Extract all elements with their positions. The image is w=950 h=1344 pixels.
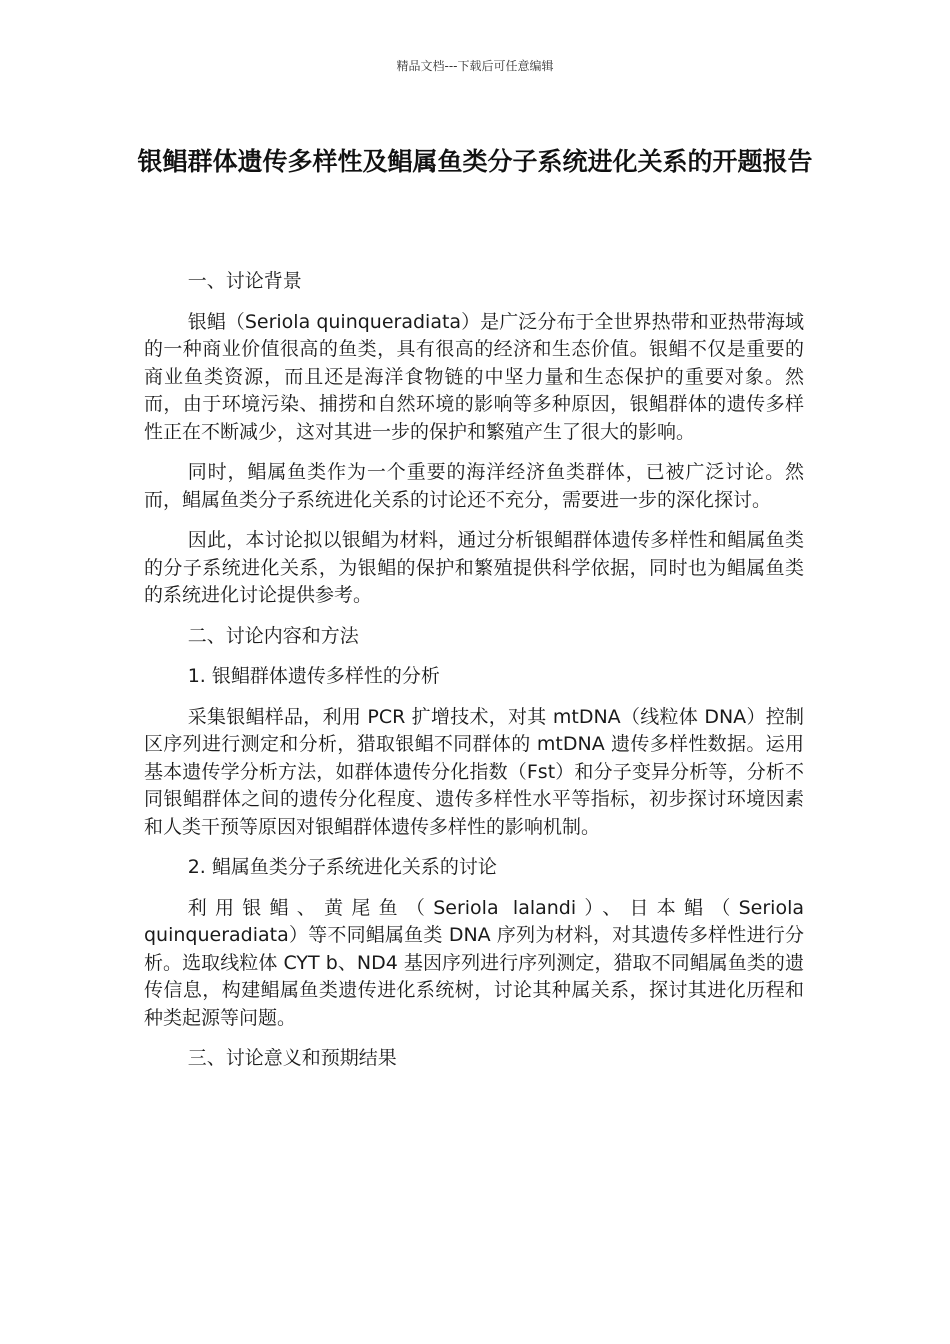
subsection-heading-phylogeny: 2. 鲳属鱼类分子系统进化关系的讨论	[187, 856, 497, 878]
subsection-heading-diversity: 1. 银鲳群体遗传多样性的分析	[187, 665, 440, 687]
header-note: 精品文档---下载后可任意编辑	[396, 59, 554, 73]
paragraph-phylogeny: 利用银鲳、黄尾鱼（Seriola lalandi）、日本鲳（Seriola quinqueradiata）等不同鲳属鱼类 DNA 序列为材料，对其遗传多样性进行分析。选取线粒体 CYT b、ND4 基因序列进行序列测定，猎取不同鲳属鱼类的遗传信息，构建鲳属鱼类遗传进化系统树，讨论其种属关系，探讨其进化历程和种类起源等问题。	[144, 896, 804, 1029]
section-heading-content-methods: 二、讨论内容和方法	[187, 624, 359, 647]
document-body	[144, 268, 804, 1086]
section-heading-significance: 三、讨论意义和预期结果	[187, 1047, 397, 1069]
document-title: 银鲳群体遗传多样性及鲳属鱼类分子系统进化关系的开题报告	[137, 147, 813, 176]
paragraph-background-2: 同时，鲳属鱼类作为一个重要的海洋经济鱼类群体，已被广泛讨论。然而，鲳属鱼类分子系统进化关系的讨论还不充分，需要进一步的深化探讨。	[144, 461, 804, 511]
section-heading-background: 一、讨论背景	[187, 270, 302, 292]
paragraph-background-1: 银鲳（Seriola quinqueradiata）是广泛分布于全世界热带和亚热带海域的一种商业价值很高的鱼类，具有很高的经济和生态价值。银鲳不仅是重要的商业鱼类资源，而且还是海洋食物链的中坚力量和生态保护的重要对象。然而，由于环境污染、捕捞和自然环境的影响等多种原因，银鲳群体的遗传多样性正在不断减少，这对其进一步的保护和繁殖产生了很大的影响。	[144, 310, 804, 443]
paragraph-diversity: 采集银鲳样品，利用 PCR 扩增技术，对其 mtDNA（线粒体 DNA）控制区序列进行测定和分析，猎取银鲳不同群体的 mtDNA 遗传多样性数据。运用基本遗传学分析方法，如群体遗传分化指数（Fst）和分子变异分析等，分析不同银鲳群体之间的遗传分化程度、遗传多样性水平等指标，初步探讨环境因素和人类干预等原因对银鲳群体遗传多样性的影响机制。	[144, 705, 804, 838]
paragraph-background-3: 因此，本讨论拟以银鲳为材料，通过分析银鲳群体遗传多样性和鲳属鱼类的分子系统进化关系，为银鲳的保护和繁殖提供科学依据，同时也为鲳属鱼类的系统进化讨论提供参考。	[144, 529, 804, 606]
